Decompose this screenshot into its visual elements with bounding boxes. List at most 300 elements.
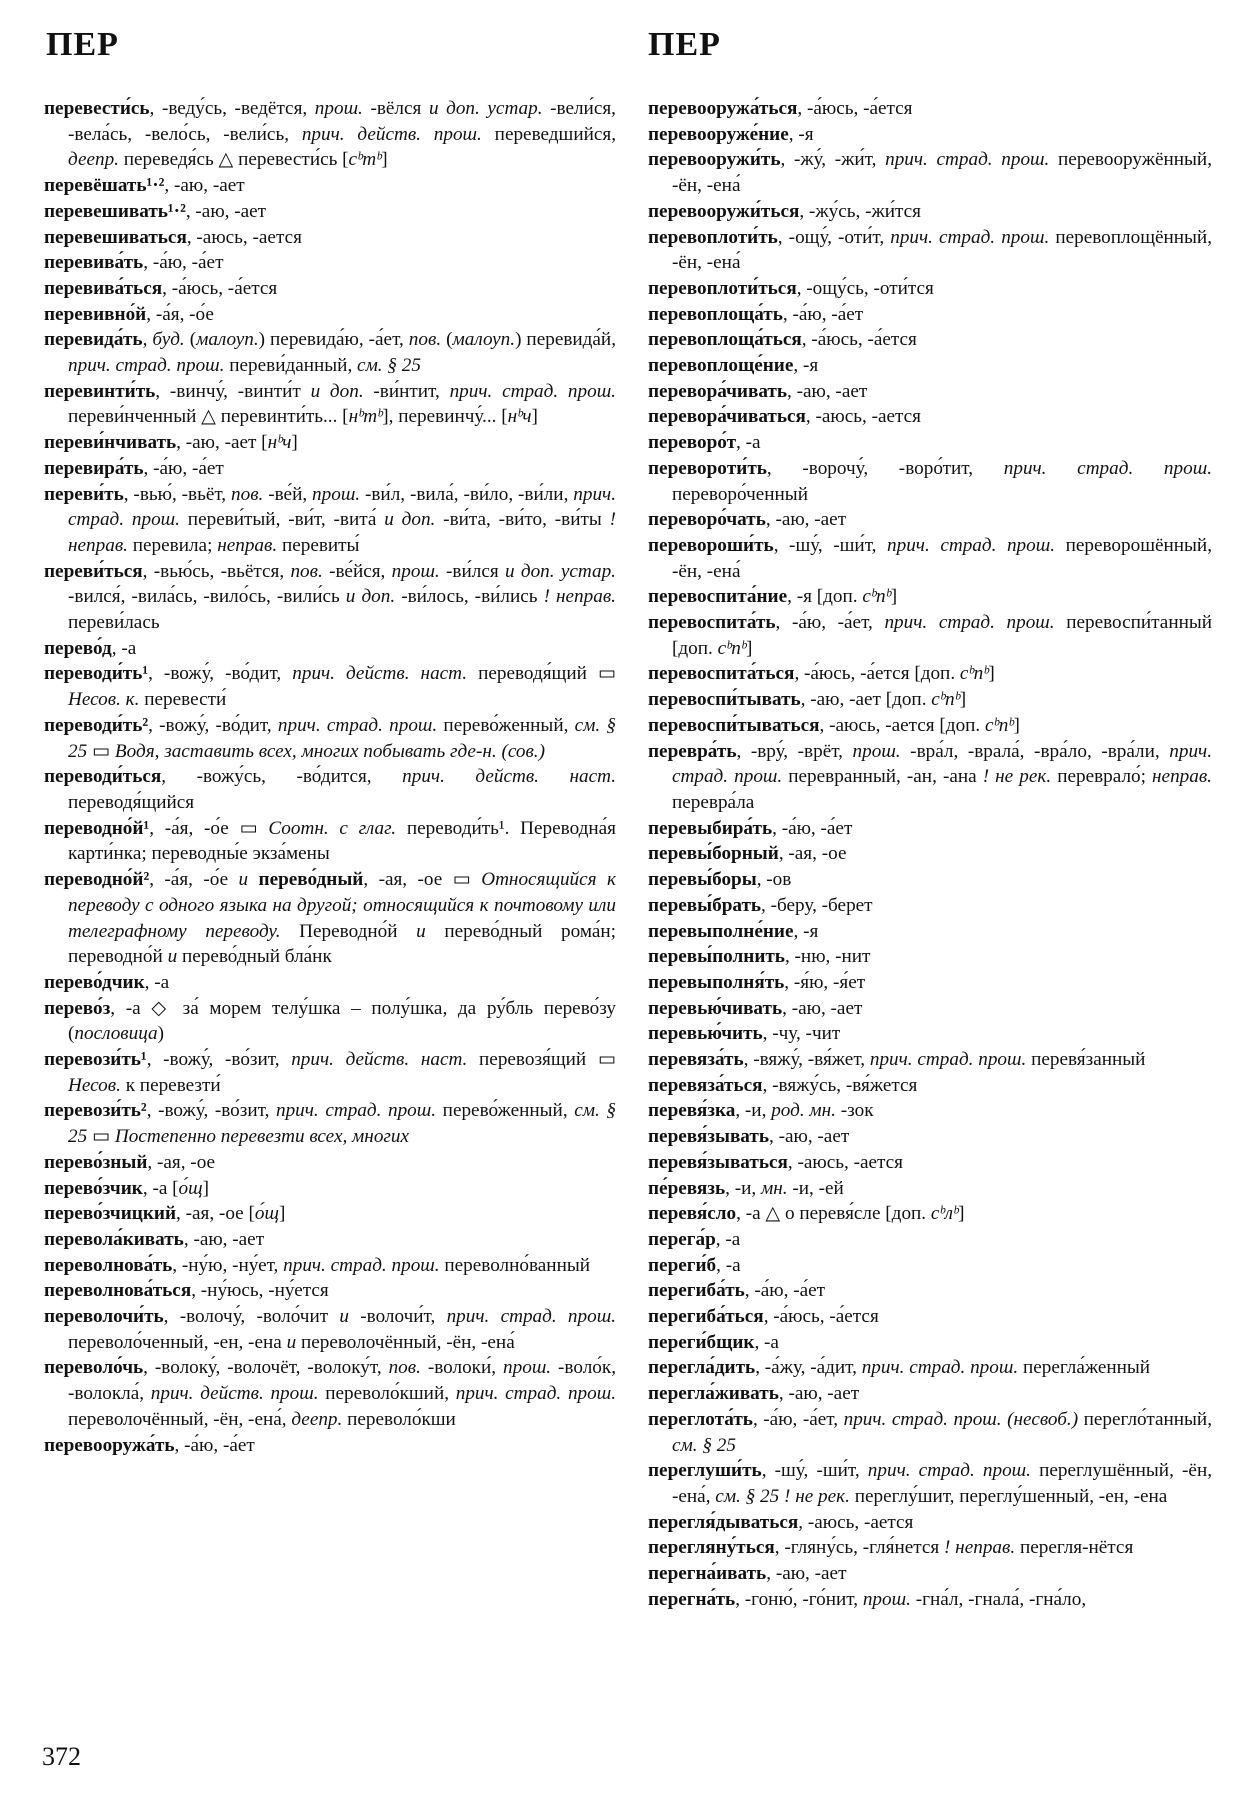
- grammar-note: прич. страд. прош. (несвоб.): [843, 1408, 1079, 1430]
- entry-text: , -ая, -ое ▭: [363, 869, 482, 891]
- entry-text: , -аю, -ает [доп.: [800, 689, 932, 711]
- dictionary-entry: [648, 276, 1212, 302]
- dictionary-entry: [648, 970, 1212, 996]
- dictionary-entry: [44, 1176, 616, 1202]
- entry-text: ], перевинчу́... [: [382, 406, 508, 428]
- entry-text: , -волочу́, -воло́чит: [163, 1306, 340, 1328]
- grammar-note: прич. действ. прош.: [301, 123, 482, 145]
- entry-headword: перегля́дываться: [648, 1511, 799, 1533]
- entry-headword: перевы́борный: [648, 843, 779, 865]
- entry-headword: перевя́сло: [648, 1203, 737, 1225]
- dictionary-entry: [44, 970, 616, 996]
- grammar-note: и: [339, 1306, 349, 1328]
- grammar-note: пов.: [231, 483, 264, 505]
- grammar-note: сᵇпᵇ: [959, 663, 989, 685]
- entry-headword: переви́ться: [44, 560, 143, 582]
- dictionary-entry: [44, 96, 616, 173]
- entry-text: перевести́: [139, 689, 227, 711]
- entry-headword: перевя́зываться: [648, 1151, 788, 1173]
- dictionary-entry: [44, 1355, 616, 1432]
- dictionary-entry: [648, 1098, 1212, 1124]
- grammar-note: прич. страд. прош.: [68, 483, 616, 531]
- entry-text: , -аю, -ает: [766, 1563, 847, 1585]
- entry-headword: перевя́зывать: [648, 1126, 769, 1148]
- entry-headword: переводи́ть²: [44, 714, 149, 736]
- entry-text: , -аю, -ает [: [176, 432, 268, 454]
- grammar-note: деепр.: [291, 1408, 343, 1430]
- grammar-note: ! не рек.: [982, 766, 1052, 788]
- entry-text: , -а́ю, -а́ет: [143, 252, 224, 274]
- entry-text: , -а: [716, 1254, 741, 1276]
- entry-headword: переви́нчивать: [44, 432, 177, 454]
- entry-headword: перегна́ть: [648, 1588, 736, 1610]
- entry-headword: перегла́живать: [648, 1383, 779, 1405]
- entry-headword: перевыбира́ть: [648, 817, 773, 839]
- entry-headword: перевинти́ть: [44, 380, 156, 402]
- dictionary-entry: [44, 713, 616, 764]
- entry-text: ): [157, 1023, 165, 1045]
- dictionary-entry: [44, 456, 616, 482]
- entry-text: , -ов: [756, 869, 792, 891]
- grammar-note: Водя, заставить всех, многих побывать где-н. (сов.): [114, 740, 545, 762]
- entry-text: перевоспи́танный [доп.: [672, 612, 1213, 659]
- entry-text: перевооружённый, -ён, -ена́: [672, 149, 1212, 197]
- entry-headword: перевешивать¹·²: [44, 200, 186, 222]
- entry-headword: переводи́ться: [44, 766, 162, 788]
- grammar-note: неправ.: [217, 534, 278, 556]
- entry-text: ]: [746, 637, 753, 659]
- entry-headword: перевида́ть: [44, 329, 143, 351]
- entry-text: перегля-нётся: [1015, 1537, 1134, 1559]
- entry-text: -вился́, -вила́сь, -вило́сь, -вили́сь: [68, 586, 346, 608]
- dictionary-entry: [648, 199, 1212, 225]
- entry-headword: переволнова́ться: [44, 1280, 192, 1302]
- entry-text: , -аюсь, -ается: [186, 226, 302, 248]
- entry-text: ,: [142, 329, 153, 351]
- entry-text: , -ощу́, -оти́т,: [777, 226, 891, 248]
- grammar-note: ! неправ.: [68, 509, 616, 556]
- entry-text: перевила;: [127, 534, 218, 556]
- dictionary-entry: [648, 1304, 1212, 1330]
- entry-text: -зок: [835, 1100, 874, 1122]
- dictionary-entry: [648, 1407, 1212, 1458]
- entry-headword: перевози́ть¹: [44, 1049, 147, 1071]
- dictionary-entry: [44, 1047, 616, 1098]
- dictionary-entry: [44, 996, 616, 1047]
- entry-text: переворошённый, -ён, -ена́: [672, 534, 1212, 582]
- dictionary-entry: [648, 96, 1212, 122]
- grammar-note: и доп. устар.: [504, 560, 616, 582]
- entry-text: переведшийся,: [481, 123, 616, 145]
- entry-text: , -а́ю, -а́ет,: [775, 612, 885, 634]
- entry-headword: перевоплоща́ть: [648, 303, 783, 325]
- entry-headword: перево́д: [44, 637, 112, 659]
- entry-text: перегла́женный: [1018, 1357, 1151, 1379]
- dictionary-entry: [648, 1355, 1212, 1381]
- grammar-note: сᵇлᵇ: [930, 1203, 959, 1225]
- entry-headword: перевози́ть²: [44, 1100, 147, 1122]
- entry-headword: перевора́чивать: [648, 380, 787, 402]
- dictionary-entry: [648, 1253, 1212, 1279]
- grammar-note: Относящийся к переводу с одного языка на другой; относящийся к почтовому или телеграфному переводу.: [68, 869, 616, 942]
- grammar-note: ! неправ.: [543, 586, 616, 608]
- entry-text: -ве́йся,: [322, 560, 392, 582]
- entry-text: , -а: [715, 1228, 741, 1250]
- entry-text: переврало́;: [1051, 766, 1153, 788]
- dictionary-entry: [648, 1047, 1212, 1073]
- grammar-note: сᵇпᵇ: [985, 714, 1014, 736]
- grammar-note: прич. страд. прош.: [672, 740, 1212, 788]
- dictionary-entry: [648, 1124, 1212, 1150]
- entry-headword: перевешиваться: [44, 226, 187, 248]
- grammar-note: прич. страд. прош.: [68, 355, 225, 377]
- entry-headword: переги́б: [648, 1254, 717, 1276]
- entry-text: , -вру́, -врёт,: [736, 740, 853, 762]
- dictionary-entry: [648, 327, 1212, 353]
- entry-text: , -винчу́, -винти́т: [155, 380, 311, 402]
- grammar-note: род. мн.: [771, 1100, 836, 1122]
- entry-text: , -аю, -ает: [768, 1126, 850, 1148]
- entry-text: , -а: [736, 432, 761, 454]
- grammar-note: пословица: [74, 1023, 158, 1045]
- entry-headword: переволнова́ть: [44, 1254, 173, 1276]
- entry-text: , -жу́сь, -жи́тся: [799, 200, 921, 222]
- entry-text: переви́данный,: [224, 355, 358, 377]
- grammar-note: нᵇч: [267, 432, 292, 454]
- entry-text: , -жу́, -жи́т,: [780, 149, 886, 171]
- grammar-note: прош.: [391, 560, 440, 582]
- dictionary-entry: [648, 919, 1212, 945]
- entry-text: -ви́л, -вила́, -ви́ло, -ви́ли,: [360, 483, 574, 505]
- grammar-note: неправ.: [1152, 766, 1212, 788]
- dictionary-entry: [648, 893, 1212, 919]
- grammar-note: Постепенно перевезти всех, многих: [114, 1126, 410, 1148]
- entry-text: , -а́юсь, -а́ется [доп.: [794, 663, 960, 685]
- dictionary-entry: [44, 173, 616, 199]
- entry-headword: переворо́чать: [648, 509, 766, 531]
- entry-headword: перевира́ть: [44, 457, 144, 479]
- entry-text: перевя́занный: [1026, 1049, 1146, 1071]
- entry-headword: перевоплоще́ние: [648, 355, 794, 377]
- entry-text: , -ощу́сь, -оти́тся: [796, 277, 934, 299]
- grammar-note: нᵇч: [507, 406, 532, 428]
- entry-text: -волоки́,: [420, 1357, 504, 1379]
- grammar-note: прич. страд. прош.: [283, 1254, 440, 1276]
- dictionary-entry: [648, 739, 1212, 816]
- entry-text: , -волоку́, -волочёт, -волоку́т,: [143, 1357, 389, 1379]
- entry-text: , -веду́сь, -ведётся,: [149, 98, 315, 119]
- entry-text: , -я: [793, 355, 819, 377]
- entry-text: перевранный, -ан, -ана: [782, 766, 983, 788]
- entry-headword: переводно́й²: [44, 869, 150, 891]
- dictionary-entry: [648, 147, 1212, 198]
- grammar-note: прич. действ. наст.: [291, 1049, 468, 1071]
- running-header-right: ПЕР: [648, 26, 721, 63]
- entry-headword: переводно́й¹: [44, 817, 150, 839]
- entry-text: , -а́ю, -а́ет,: [752, 1408, 844, 1430]
- entry-text: -и, -ей: [787, 1177, 844, 1199]
- entry-text: , -вью́сь, -вьётся,: [142, 560, 291, 582]
- entry-text: , -а́ю, -а́ет: [744, 1280, 826, 1302]
- entry-headword: перево́зчицкий: [44, 1203, 177, 1225]
- entry-headword: перегиба́ть: [648, 1280, 745, 1302]
- grammar-note: малоуп.: [452, 329, 516, 351]
- grammar-note: и доп.: [384, 509, 436, 531]
- entry-text: -вра́л, -врала́, -вра́ло, -вра́ли,: [900, 740, 1170, 762]
- entry-text: , -а́юсь, -а́ется: [162, 277, 278, 299]
- dictionary-entry: [44, 816, 616, 867]
- grammar-note: прич. страд. прош.: [887, 534, 1056, 556]
- grammar-note: нᵇтᵇ: [348, 406, 383, 428]
- entry-text: , -шу́, -ши́т,: [773, 534, 888, 556]
- dictionary-entry: [44, 867, 616, 970]
- entry-headword: перевы́полнить: [648, 946, 785, 968]
- entry-text: ]: [890, 586, 898, 608]
- entry-text: , -я́ю, -я́ет: [784, 971, 866, 993]
- entry-text: переволо́ченный, -ен, -ена: [68, 1331, 287, 1353]
- entry-text: переволочённый, -ён, -ена́,: [68, 1408, 292, 1430]
- entry-text: , -аю, -ает: [782, 997, 863, 1019]
- entry-text: , -ворочу́, -воро́тит,: [766, 457, 1004, 479]
- entry-text: переглушённый, -ён, -ена́,: [672, 1460, 1213, 1507]
- entry-headword: перега́р: [648, 1228, 716, 1250]
- dictionary-entry: [44, 379, 616, 430]
- dictionary-entry: [648, 713, 1212, 739]
- entry-text: переворо́ченный: [672, 483, 808, 505]
- grammar-note: сᵇтᵇ: [348, 149, 382, 171]
- entry-text: перевоплощённый, -ён, -ена́: [672, 226, 1212, 274]
- entry-text: ]: [531, 406, 538, 428]
- entry-text: (: [441, 329, 453, 351]
- entry-headword: переги́бщик: [648, 1331, 755, 1353]
- entry-text: , -и,: [735, 1100, 772, 1122]
- entry-headword: перевоплоти́ть: [648, 226, 778, 248]
- entry-text: ]: [291, 432, 298, 454]
- grammar-note: см. § 25 ! не рек.: [715, 1485, 850, 1507]
- entry-text: , -а́жу, -а́дит,: [755, 1357, 862, 1379]
- entry-headword: переволочи́ть: [44, 1306, 164, 1328]
- entry-text: , -аю, -ает: [183, 1228, 265, 1250]
- entry-text: , -аюсь, -ается: [805, 406, 921, 428]
- entry-text: ]: [381, 149, 388, 171]
- dictionary-entry: [44, 1253, 616, 1279]
- grammar-note: деепр.: [68, 149, 119, 171]
- entry-headword: перевя́зка: [648, 1100, 736, 1122]
- dictionary-entry: [648, 1330, 1212, 1356]
- entry-headword: перево́дный: [258, 869, 364, 891]
- entry-text: , -аюсь, -ается: [798, 1511, 914, 1533]
- entry-text: (: [184, 329, 197, 351]
- dictionary-entry: [648, 1073, 1212, 1099]
- entry-headword: перевоспита́ться: [648, 663, 795, 685]
- dictionary-entry: [648, 610, 1212, 661]
- dictionary-entry: [44, 661, 616, 712]
- grammar-note: сᵇпᵇ: [717, 637, 747, 659]
- grammar-note: прич. действ. наст.: [292, 663, 468, 685]
- entry-text: , -а́я, -о́е: [146, 303, 214, 325]
- grammar-note: см. § 25: [68, 1100, 616, 1148]
- entry-headword: пе́ревязь: [648, 1177, 726, 1199]
- entry-headword: перевоплоща́ться: [648, 329, 802, 351]
- dictionary-entry: [648, 379, 1212, 405]
- entry-text: переглу́шит, переглу́шенный, -ен, -ена: [849, 1485, 1168, 1507]
- entry-text: переволно́ванный: [439, 1254, 590, 1276]
- dictionary-entry: [648, 996, 1212, 1022]
- entry-text: ]: [958, 1203, 965, 1225]
- right-column: [648, 96, 1212, 1612]
- entry-text: -воло́к, -волокла́,: [68, 1357, 616, 1405]
- entry-headword: перево́з: [44, 997, 111, 1019]
- entry-text: , -вью́, -вьёт,: [123, 483, 231, 505]
- entry-text: , -я [доп.: [787, 586, 863, 608]
- dictionary-entry: [648, 1150, 1212, 1176]
- dictionary-entry: [44, 482, 616, 559]
- grammar-note: Несов.: [68, 1074, 121, 1096]
- entry-text: , -шу́, -ши́т,: [761, 1460, 868, 1482]
- dictionary-entry: [648, 816, 1212, 842]
- grammar-note: прич. страд. прош.: [449, 380, 616, 402]
- entry-text: , -вяжу́, -вя́жет,: [743, 1049, 870, 1071]
- dictionary-entry: [648, 1278, 1212, 1304]
- grammar-note: малоуп.: [196, 329, 259, 351]
- grammar-note: прич. действ. наст.: [402, 766, 616, 788]
- grammar-note: прош.: [314, 98, 363, 119]
- dictionary-entry: [44, 559, 616, 636]
- entry-headword: перевра́ть: [648, 740, 737, 762]
- entry-text: перево́дный рома́н; переводно́й: [68, 920, 616, 968]
- dictionary-entry: [44, 430, 616, 456]
- dictionary-entry: [44, 1227, 616, 1253]
- dictionary-entry: [648, 1561, 1212, 1587]
- grammar-note: прош.: [862, 1588, 911, 1610]
- entry-text: , -аюсь, -ается: [787, 1151, 903, 1173]
- dictionary-entry: [44, 225, 616, 251]
- entry-text: , -аюсь, -ается [доп.: [819, 714, 986, 736]
- dictionary-entry: [648, 1510, 1212, 1536]
- dictionary-entry: [648, 661, 1212, 687]
- dictionary-entry: [44, 1304, 616, 1355]
- grammar-note: прич. страд. прош.: [446, 1306, 616, 1328]
- entry-text: -волочи́т,: [348, 1306, 447, 1328]
- grammar-note: прич. страд. прош.: [455, 1383, 617, 1405]
- grammar-note: прош.: [312, 483, 361, 505]
- grammar-note: прич. страд. прош.: [277, 714, 438, 736]
- grammar-note: о́щ: [254, 1203, 279, 1225]
- entry-text: , -ая, -ое [: [176, 1203, 255, 1225]
- grammar-note: и: [167, 946, 178, 968]
- entry-headword: перевёшать¹·²: [44, 175, 165, 197]
- entry-text: , -чу, -чит: [762, 1023, 841, 1045]
- dictionary-entry: [648, 1201, 1212, 1227]
- dictionary-entry: [648, 944, 1212, 970]
- entry-headword: перевоспита́ть: [648, 612, 776, 634]
- grammar-note: прич. страд. прош.: [867, 1460, 1031, 1482]
- entry-headword: перевяза́ться: [648, 1074, 763, 1096]
- entry-text: , -а́ю, -а́ет: [772, 817, 853, 839]
- left-column: [44, 96, 616, 1458]
- entry-headword: перевооружи́ть: [648, 149, 781, 171]
- dictionary-entry: [648, 404, 1212, 430]
- entry-headword: перевяза́ть: [648, 1049, 744, 1071]
- entry-text: ) перевида́ю, -а́ет,: [258, 329, 409, 351]
- entry-headword: перегляну́ться: [648, 1537, 775, 1559]
- grammar-note: и: [416, 920, 426, 942]
- dictionary-entry: [648, 867, 1212, 893]
- dictionary-entry: [648, 1587, 1212, 1613]
- entry-text: , -ая, -ое: [147, 1151, 216, 1173]
- grammar-note: пов.: [290, 560, 323, 582]
- entry-text: перево́женный,: [437, 714, 575, 736]
- dictionary-entry: [648, 1021, 1212, 1047]
- entry-text: , -а́ю, -а́ет: [782, 303, 864, 325]
- dictionary-entry: [648, 122, 1212, 148]
- entry-text: ]: [202, 1177, 209, 1199]
- entry-text: , -аю, -ает: [765, 509, 847, 531]
- entry-text: , -вяжу́сь, -вя́жется: [762, 1074, 918, 1096]
- entry-text: ▭: [87, 1126, 115, 1148]
- entry-text: , -и,: [725, 1177, 761, 1199]
- entry-headword: переворoти́ть: [648, 457, 767, 479]
- entry-text: -ви́нтит,: [363, 380, 450, 402]
- entry-headword: перевива́ть: [44, 252, 144, 274]
- entry-text: ) перевида́й,: [515, 329, 617, 351]
- grammar-note: см. § 25: [672, 1434, 736, 1456]
- entry-text: , -а́юсь, -а́ется: [797, 98, 913, 119]
- entry-headword: переворо́т: [648, 432, 737, 454]
- entry-text: , -а́ю, -а́ет: [174, 1434, 255, 1456]
- entry-headword: перегиба́ться: [648, 1306, 764, 1328]
- grammar-note: Соотн. с глаг.: [268, 817, 397, 839]
- entry-text: , -а́юсь, -а́ется: [763, 1306, 879, 1328]
- entry-text: , -а́ю, -а́ет: [143, 457, 224, 479]
- entry-text: , -гляну́сь, -гля́нется: [774, 1537, 944, 1559]
- entry-text: -ви́лось, -ви́лись: [395, 586, 544, 608]
- dictionary-entry: [44, 1433, 616, 1459]
- dictionary-entry: [44, 250, 616, 276]
- entry-text: переволо́кший,: [318, 1383, 456, 1405]
- entry-text: , -вожу́, -во́зит,: [146, 1049, 292, 1071]
- entry-headword: перево́зчик: [44, 1177, 143, 1199]
- grammar-note: и: [238, 869, 249, 891]
- grammar-note: ! неправ.: [944, 1537, 1016, 1559]
- entry-text: перево́женный,: [436, 1100, 575, 1122]
- dictionary-entry: [648, 1176, 1212, 1202]
- dictionary-entry: [648, 456, 1212, 507]
- entry-text: переведя́сь △ перевести́сь [: [118, 149, 349, 171]
- entry-text: , -аю, -ает: [164, 175, 245, 197]
- entry-text: перевозя́щий ▭: [467, 1049, 616, 1071]
- entry-text: , -я: [788, 123, 814, 145]
- entry-text: переви́тый, -ви́т, -вита́: [179, 509, 385, 531]
- entry-text: , -гоню́, -го́нит,: [735, 1588, 863, 1610]
- grammar-note: пов.: [388, 1357, 421, 1379]
- entry-text: , -а [: [142, 1177, 179, 1199]
- entry-text: ]: [278, 1203, 286, 1225]
- grammar-note: сᵇпᵇ: [862, 586, 891, 608]
- entry-headword: перевороши́ть: [648, 534, 774, 556]
- dictionary-entry: [648, 353, 1212, 379]
- entry-text: , -а́я, -о́е: [149, 869, 239, 891]
- entry-headword: переводи́ть¹: [44, 663, 149, 685]
- entry-headword: перегна́ивать: [648, 1563, 767, 1585]
- entry-headword: перевью́чивать: [648, 997, 783, 1019]
- running-header-left: ПЕР: [46, 26, 119, 63]
- grammar-note: сᵇпᵇ: [931, 689, 960, 711]
- entry-text: , -ая, -ое: [778, 843, 847, 865]
- dictionary-entry: [44, 764, 616, 815]
- entry-headword: перевью́чить: [648, 1023, 763, 1045]
- entry-text: Переводно́й: [280, 920, 417, 942]
